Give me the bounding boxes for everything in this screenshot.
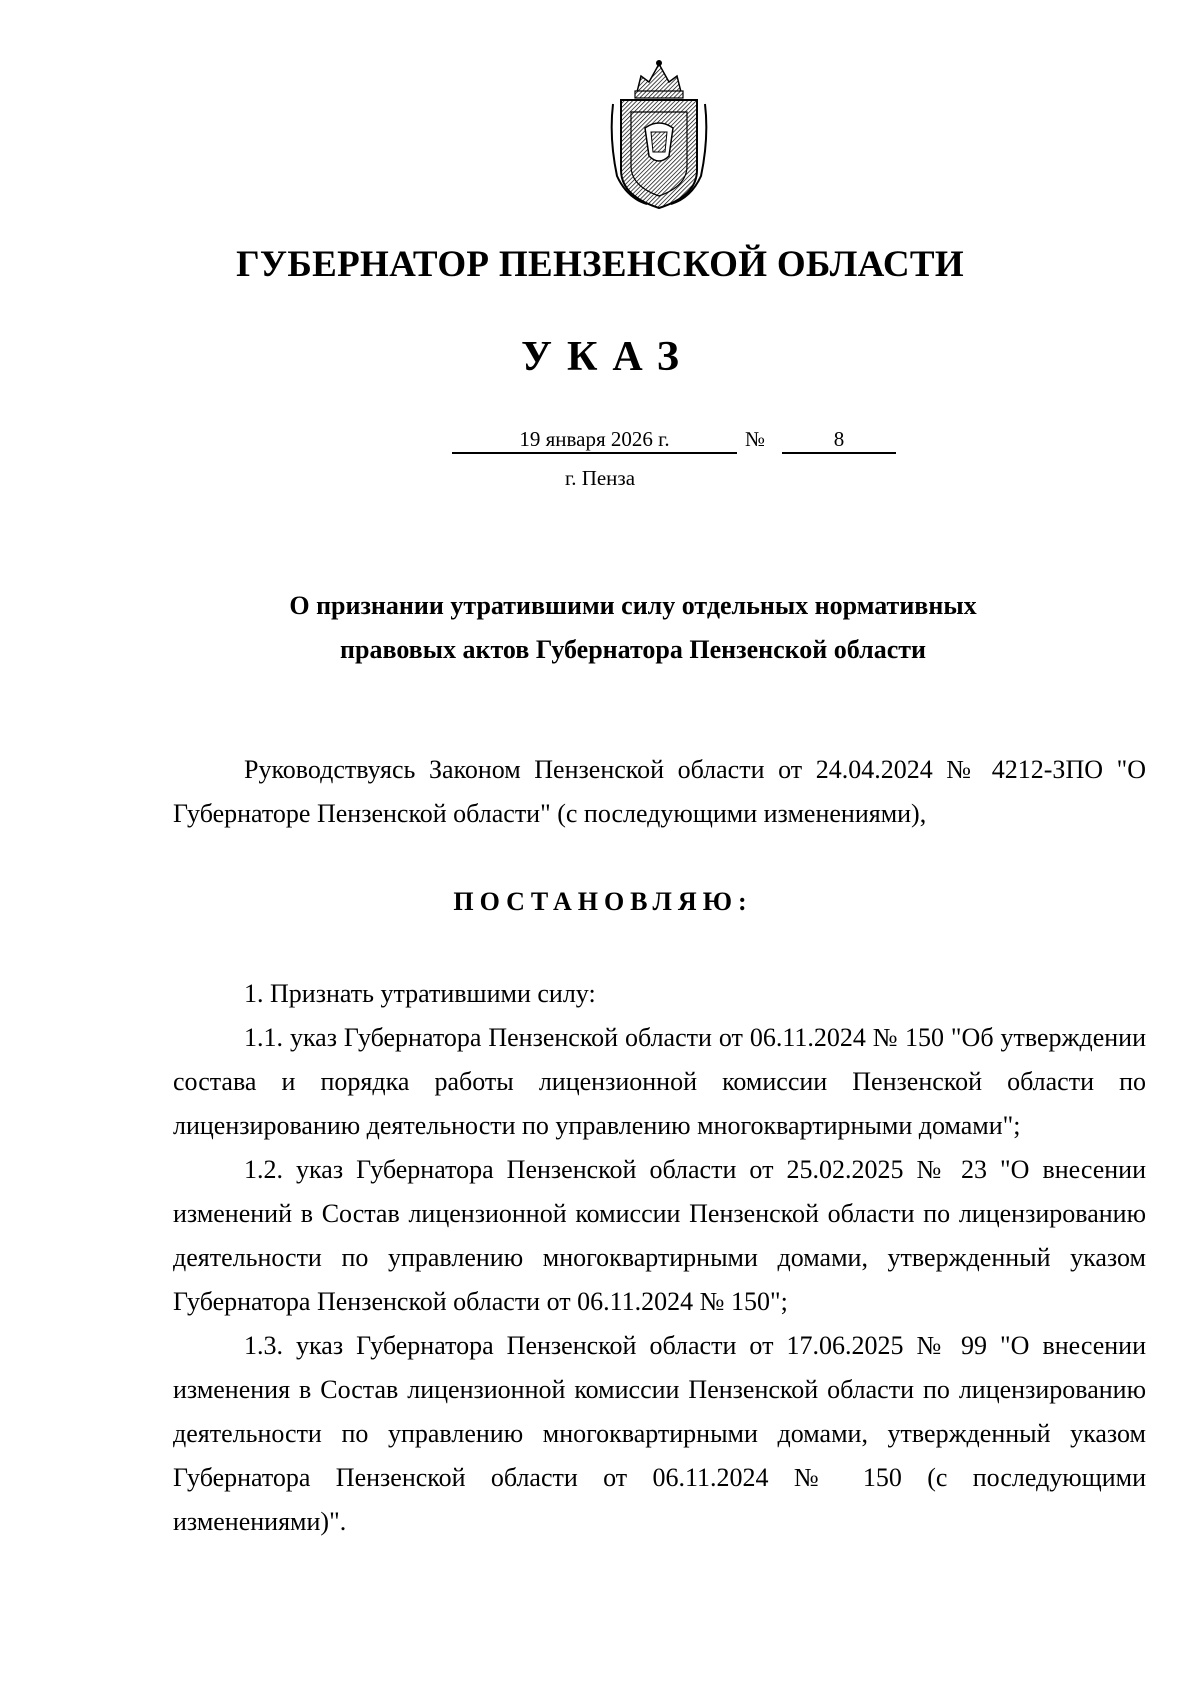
decree-date: 19 января 2026 г. bbox=[452, 426, 737, 454]
coat-of-arms-icon bbox=[607, 58, 711, 214]
item-1-3: 1.3. указ Губернатора Пензенской области от 17.06.2025 № 99 "О внесении изменения в Состав лицензионной комиссии Пензенской области по лицензированию деятельности по управлению многоквартирными домами, утвержденный указом Губернатора Пензенской области от 06.11.2024 № 150 (с последующими изменениями)". bbox=[173, 1331, 1146, 1536]
city: г. Пенза bbox=[564, 466, 636, 490]
item-1-1: 1.1. указ Губернатора Пензенской области от 06.11.2024 № 150 "Об утверждении состава и порядка работы лицензионной комиссии Пензенской области по лицензированию деятельности по управлению многоквартирными домами"; bbox=[173, 1023, 1146, 1140]
preamble-text: Руководствуясь Законом Пензенской области от 24.04.2024 № 4212-ЗПО "О Губернаторе Пензенской области" (с последующими изменениями), bbox=[173, 755, 1146, 828]
preamble bbox=[173, 748, 1146, 836]
issuer-heading: ГУБЕРНАТОР ПЕНЗЕНСКОЙ ОБЛАСТИ bbox=[236, 244, 964, 285]
decree-title-line-2: правовых актов Губернатора Пензенской области bbox=[340, 635, 926, 664]
number-sign: № bbox=[745, 427, 766, 451]
resolve-heading: ПОСТАНОВЛЯЮ: bbox=[453, 887, 753, 916]
document-type-heading: УКАЗ bbox=[521, 334, 694, 380]
decree-title-line-1: О признании утратившими силу отдельных нормативных bbox=[289, 591, 977, 620]
date-number-line bbox=[0, 426, 1200, 456]
decree-items bbox=[173, 972, 1146, 1544]
decree-title bbox=[200, 584, 1066, 672]
item-1: 1. Признать утратившими силу: bbox=[244, 979, 596, 1008]
item-1-2: 1.2. указ Губернатора Пензенской области от 25.02.2025 № 23 "О внесении изменений в Состав лицензионной комиссии Пензенской области по лицензированию деятельности по управлению многоквартирными домами, утвержденный указом Губернатора Пензенской области от 06.11.2024 № 150"; bbox=[173, 1155, 1146, 1316]
decree-number: 8 bbox=[782, 426, 896, 454]
